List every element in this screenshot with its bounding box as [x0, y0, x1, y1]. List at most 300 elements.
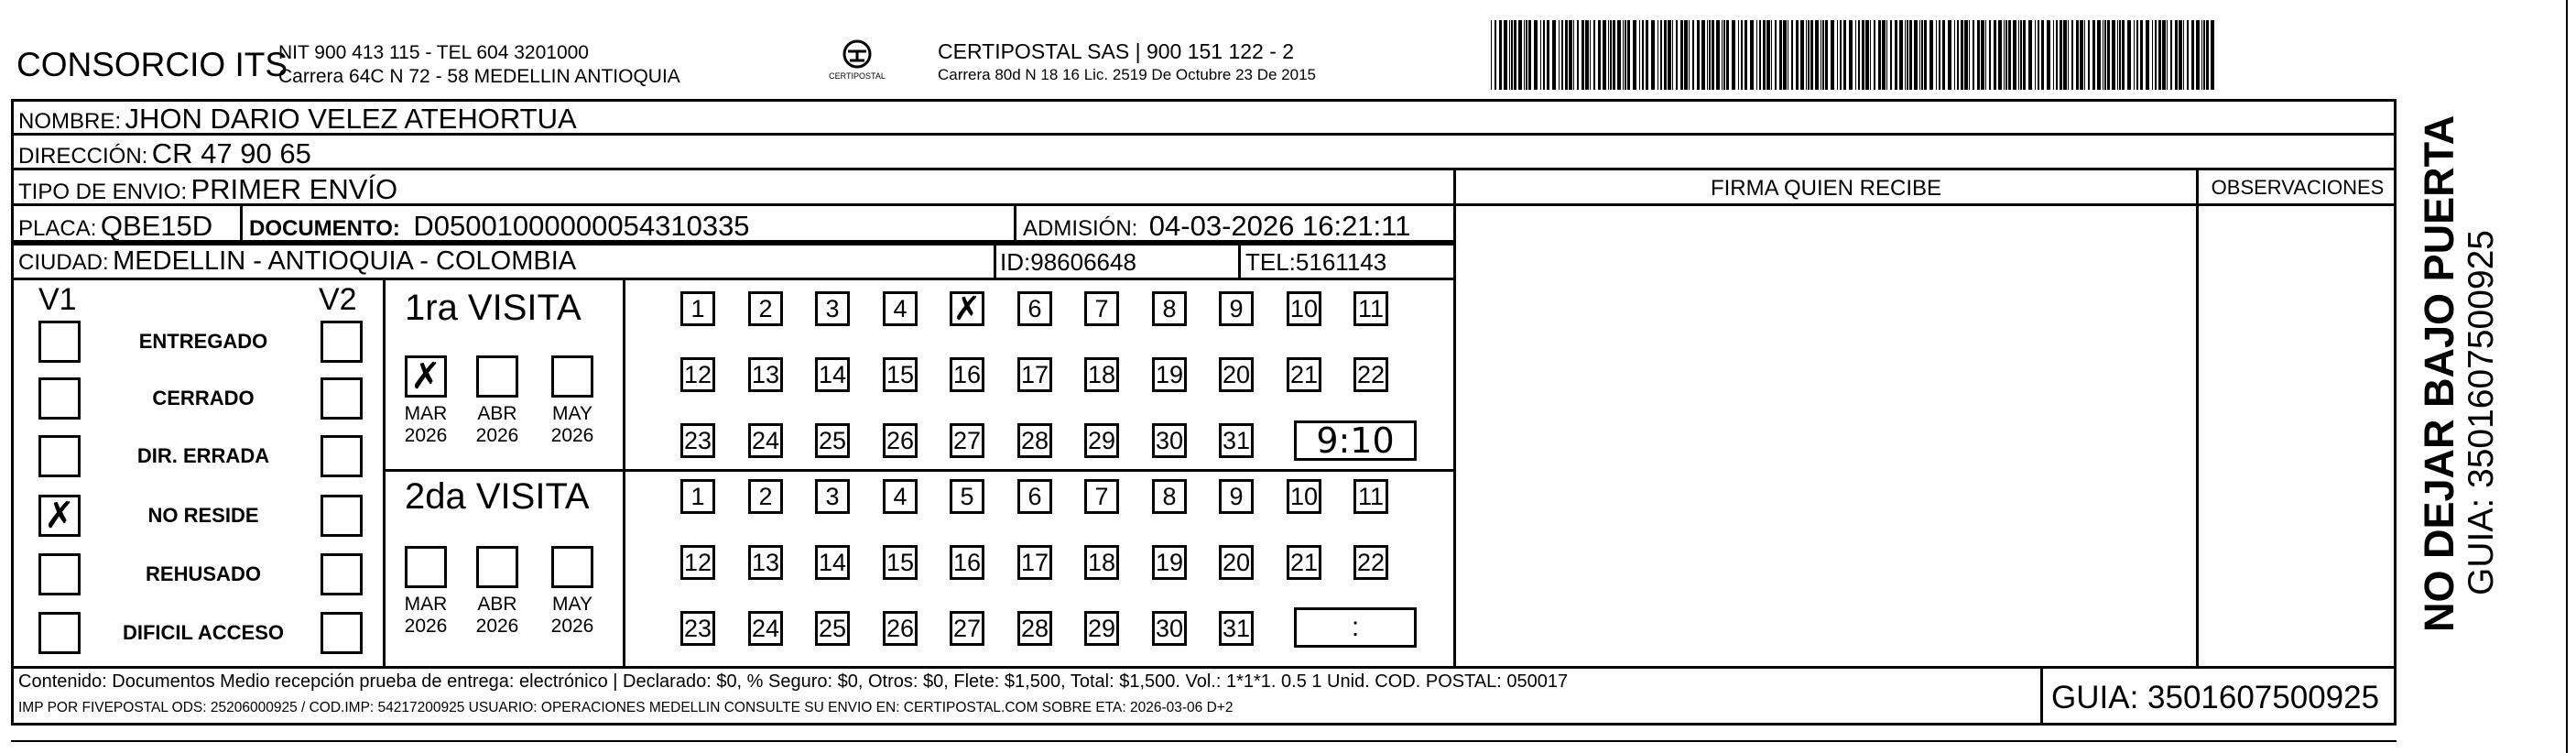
visit1-day-cell[interactable]: 24 — [748, 423, 783, 458]
visit1-month-name: ABR — [477, 403, 517, 424]
barcode-bar — [2183, 20, 2184, 90]
status-label: REHUSADO — [146, 562, 261, 585]
barcode-bar — [1514, 20, 1516, 90]
barcode-bar — [1716, 20, 1720, 90]
barcode-bar — [1973, 20, 1974, 90]
barcode-bar — [1994, 20, 1996, 90]
barcode-bar — [2063, 20, 2067, 90]
barcode-bar — [1573, 20, 1574, 90]
visit1-day-cell[interactable]: 3 — [815, 291, 850, 326]
barcode-bar — [2013, 20, 2016, 90]
visit1-month-checkbox[interactable] — [551, 355, 593, 398]
barcode-bar — [1907, 20, 1908, 90]
barcode-bar — [1692, 20, 1694, 90]
v2-checkbox[interactable] — [321, 495, 363, 537]
visit2-day-cell[interactable]: 11 — [1353, 479, 1388, 514]
barcode-bar — [1921, 20, 1923, 90]
barcode-bar — [1491, 20, 1492, 90]
barcode-bar — [2170, 20, 2172, 90]
barcode-bar — [1961, 20, 1963, 90]
visit2-day-cell[interactable]: 20 — [1219, 545, 1254, 580]
signature-area[interactable] — [1456, 206, 2196, 666]
barcode-bar — [2005, 20, 2007, 90]
barcode-bar — [1569, 20, 1572, 90]
barcode-bar — [2107, 20, 2110, 90]
barcode-bar — [2146, 20, 2149, 90]
barcode-bar — [1741, 20, 1743, 90]
direccion-row — [18, 137, 311, 170]
logo-caption: CERTIPOSTAL — [829, 71, 886, 81]
barcode-bar — [1849, 20, 1853, 90]
visit1-day-cell[interactable]: 4 — [883, 291, 918, 326]
barcode-bar — [1552, 20, 1556, 90]
admision-field — [1023, 210, 1410, 243]
company-nit: NIT 900 413 115 - TEL 604 3201000 — [278, 42, 589, 63]
barcode-bar — [1954, 20, 1955, 90]
visit1-day-cell[interactable]: 16 — [950, 357, 984, 392]
barcode-bar — [1723, 20, 1725, 90]
visit1-day-cell[interactable]: 1 — [680, 291, 715, 326]
barcode-bar — [2047, 20, 2050, 90]
visit2-month-checkbox[interactable] — [476, 546, 518, 588]
company-address: Carrera 64C N 72 - 58 MEDELLIN ANTIOQUIA — [278, 66, 680, 87]
tipo-value: PRIMER ENVÍO — [190, 173, 398, 205]
visit2-month-year: 2026 — [404, 616, 448, 637]
visit2-day-cell[interactable]: 18 — [1084, 545, 1119, 580]
barcode-bar — [1890, 20, 1892, 90]
visit1-day-cell[interactable]: 19 — [1152, 357, 1187, 392]
barcode-bar — [1989, 20, 1991, 90]
visit2-day-cell[interactable]: 6 — [1017, 479, 1052, 514]
status-label: DIR. ERRADA — [136, 444, 270, 467]
barcode-bar — [2152, 20, 2153, 90]
direccion-value: CR 47 90 65 — [151, 137, 311, 169]
barcode-bar — [2206, 20, 2209, 90]
barcode-bar — [1905, 20, 1906, 90]
barcode-bar — [2211, 20, 2214, 90]
barcode-bar — [2028, 20, 2032, 90]
visit2-day-cell[interactable]: 5 — [950, 479, 984, 514]
visit1-month-name: MAY — [552, 403, 592, 424]
visit2-day-cell[interactable]: 13 — [748, 545, 783, 580]
visit2-day-cell[interactable]: 21 — [1287, 545, 1321, 580]
v2-checkbox[interactable] — [321, 553, 363, 595]
barcode-bar — [2134, 20, 2135, 90]
barcode-bar — [1590, 20, 1591, 90]
visit2-month-name: MAR — [404, 594, 448, 615]
barcode-bar — [1639, 20, 1640, 90]
barcode-bar — [1914, 20, 1918, 90]
barcode-bar — [1495, 20, 1496, 90]
tipo-row — [18, 173, 397, 206]
visit2-day-cell[interactable]: 23 — [680, 611, 715, 646]
barcode-bar — [2119, 20, 2121, 90]
v1-checkbox[interactable] — [38, 553, 81, 595]
carrier-address: Carrera 80d N 18 16 Lic. 2519 De Octubre 23 De 2015 — [938, 66, 1316, 83]
status-label: ENTREGADO — [138, 330, 268, 353]
visit2-day-cell[interactable]: 29 — [1084, 611, 1119, 646]
visit1-day-cell[interactable]: 31 — [1219, 423, 1254, 458]
barcode-bar — [1825, 20, 1828, 90]
barcode-bar — [1771, 20, 1772, 90]
barcode-bar — [2092, 20, 2095, 90]
visit1-day-cell[interactable]: 22 — [1353, 357, 1388, 392]
barcode-bar — [1929, 20, 1933, 90]
barcode-bar — [2203, 20, 2205, 90]
documento-value: D05001000000054310335 — [413, 210, 750, 242]
barcode-bar — [1843, 20, 1846, 90]
barcode-bar — [1969, 20, 1970, 90]
visit1-day-cell[interactable]: ✗ — [950, 291, 984, 326]
barcode-bar — [2136, 20, 2138, 90]
barcode-bar — [1680, 20, 1683, 90]
barcode-bar — [1750, 20, 1754, 90]
barcode-bar — [1610, 20, 1612, 90]
visit1-day-cell[interactable]: 21 — [1287, 357, 1321, 392]
barcode-bar — [2140, 20, 2143, 90]
barcode-bar — [1964, 20, 1968, 90]
observaciones-label: OBSERVACIONES — [2211, 176, 2385, 199]
visit1-title: 1ra VISITA — [405, 288, 582, 328]
v1-checkbox[interactable] — [38, 321, 81, 363]
barcode-bar — [1759, 20, 1761, 90]
barcode-bar — [1732, 20, 1735, 90]
id-label: ID: — [1000, 248, 1031, 276]
barcode-bar — [1870, 20, 1871, 90]
visit2-day-cell[interactable]: 24 — [748, 611, 783, 646]
visit2-day-cell[interactable]: 19 — [1152, 545, 1187, 580]
barcode-bar — [1565, 20, 1568, 90]
tel-field — [1245, 248, 1386, 277]
tel-label: TEL: — [1245, 248, 1296, 276]
barcode-bar — [1998, 20, 2002, 90]
barcode-bar — [1504, 20, 1507, 90]
direccion-label: DIRECCIÓN: — [18, 144, 148, 169]
barcode-bar — [1559, 20, 1560, 90]
visit2-day-cell[interactable]: 16 — [950, 545, 984, 580]
barcode-bar — [1886, 20, 1887, 90]
barcode-bar — [1627, 20, 1630, 90]
tipo-label: TIPO DE ENVIO: — [18, 180, 188, 204]
visit1-day-cell[interactable]: 12 — [680, 357, 715, 392]
barcode-bar — [1543, 20, 1545, 90]
barcode-bar — [1909, 20, 1912, 90]
barcode-bar — [2035, 20, 2036, 90]
ciudad-field — [18, 246, 576, 277]
visit2-month-year: 2026 — [550, 616, 594, 637]
barcode-bar — [1874, 20, 1875, 90]
barcode-bar — [1796, 20, 1799, 90]
barcode-bar — [1808, 20, 1810, 90]
visit2-month-name: ABR — [477, 594, 517, 615]
barcode-bar — [1540, 20, 1541, 90]
visit2-day-cell[interactable]: 1 — [680, 479, 715, 514]
barcode-bar — [1775, 20, 1777, 90]
barcode-bar — [1672, 20, 1673, 90]
ciudad-label: CIUDAD: — [18, 250, 109, 275]
visit1-month-checkbox[interactable]: ✗ — [405, 355, 447, 398]
barcode-bar — [2020, 20, 2022, 90]
visit2-day-cell[interactable]: 25 — [815, 611, 850, 646]
barcode-bar — [2097, 20, 2101, 90]
barcode-bar — [1593, 20, 1595, 90]
barcode-bar — [1783, 20, 1787, 90]
barcode-bar — [1709, 20, 1711, 90]
barcode-bar — [2023, 20, 2026, 90]
visit1-month-name: MAR — [404, 403, 448, 424]
v2-checkbox[interactable] — [321, 612, 363, 654]
nombre-row — [18, 103, 577, 136]
barcode-bar — [1625, 20, 1626, 90]
visit2-month-name: MAY — [552, 594, 592, 615]
barcode-bar — [1899, 20, 1903, 90]
barcode-bar — [1684, 20, 1688, 90]
barcode-bar — [1806, 20, 1807, 90]
barcode-bar — [1815, 20, 1819, 90]
barcode-bar — [2084, 20, 2085, 90]
barcode-bar — [1981, 20, 1984, 90]
barcode-bar — [1660, 20, 1662, 90]
visit2-day-cell[interactable]: 10 — [1287, 479, 1321, 514]
barcode-bar — [1837, 20, 1838, 90]
barcode-bar — [2076, 20, 2079, 90]
barcode-bar — [1633, 20, 1636, 90]
visit2-day-cell[interactable]: 9 — [1219, 479, 1254, 514]
visit1-day-cell[interactable]: 2 — [748, 291, 783, 326]
nombre-label: NOMBRE: — [18, 109, 122, 134]
barcode-bar — [2004, 20, 2005, 90]
visit1-day-cell[interactable]: 28 — [1017, 423, 1052, 458]
barcode-bar — [1499, 20, 1502, 90]
tel-value: 5161143 — [1295, 248, 1387, 276]
barcode-bar — [1878, 20, 1881, 90]
barcode-bar — [1577, 20, 1579, 90]
visit2-title: 2da VISITA — [405, 476, 590, 517]
visit1-day-cell[interactable]: 27 — [950, 423, 984, 458]
visit1-day-cell[interactable]: 14 — [815, 357, 850, 392]
v2-checkbox[interactable] — [321, 321, 363, 363]
barcode-bar — [1791, 20, 1793, 90]
barcode-bar — [1651, 20, 1655, 90]
barcode-bar — [2127, 20, 2131, 90]
v1-checkbox[interactable] — [38, 612, 81, 654]
visit1-day-cell[interactable]: 7 — [1084, 291, 1119, 326]
visit1-day-cell[interactable]: 20 — [1219, 357, 1254, 392]
barcode-bar — [1756, 20, 1757, 90]
barcode-bar — [1855, 20, 1856, 90]
observations-area[interactable] — [2199, 206, 2397, 666]
barcode-bar — [1707, 20, 1708, 90]
visit2-day-cell[interactable]: 2 — [748, 479, 783, 514]
v2-checkbox[interactable] — [321, 435, 363, 477]
barcode-bar — [1528, 20, 1531, 90]
visit2-day-cell[interactable]: 3 — [815, 479, 850, 514]
visit1-day-cell[interactable]: 29 — [1084, 423, 1119, 458]
barcode-bar — [1689, 20, 1690, 90]
id-value: 98606648 — [1030, 248, 1136, 276]
status-label: DIFICIL ACCESO — [122, 621, 284, 644]
barcode-bar — [2191, 20, 2194, 90]
visit1-day-cell[interactable]: 17 — [1017, 357, 1052, 392]
visit2-day-cell[interactable]: 14 — [815, 545, 850, 580]
visit2-day-cell[interactable]: 15 — [883, 545, 918, 580]
barcode-bar — [1646, 20, 1648, 90]
visit2-day-cell[interactable]: 26 — [883, 611, 918, 646]
barcode-bar — [2179, 20, 2182, 90]
placa-label: PLACA: — [18, 216, 97, 241]
visit2-day-cell[interactable]: 28 — [1017, 611, 1052, 646]
barcode-bar — [1738, 20, 1739, 90]
visit1-day-cell[interactable]: 6 — [1017, 291, 1052, 326]
barcode-bar — [2041, 20, 2044, 90]
barcode-bar — [1977, 20, 1980, 90]
barcode-bar — [1831, 20, 1834, 90]
visit1-day-cell[interactable]: 8 — [1152, 291, 1187, 326]
documento-label: DOCUMENTO: — [249, 216, 400, 241]
visit1-day-cell[interactable]: 25 — [815, 423, 850, 458]
barcode-bar — [2167, 20, 2168, 90]
side-warning: NO DEJAR BAJO PUERTA — [2416, 115, 2462, 632]
barcode-bar — [2071, 20, 2073, 90]
barcode-bar — [1613, 20, 1615, 90]
status-label: CERRADO — [152, 387, 255, 409]
barcode-bar — [1668, 20, 1671, 90]
visit2-day-cell[interactable]: 27 — [950, 611, 984, 646]
visit1-day-cell[interactable]: 15 — [883, 357, 918, 392]
barcode-bar — [2162, 20, 2166, 90]
visit2-day-cell[interactable]: 17 — [1017, 545, 1052, 580]
barcode-bar — [1547, 20, 1549, 90]
visit1-month-year: 2026 — [550, 425, 594, 446]
visit1-month-checkbox[interactable] — [476, 355, 518, 398]
visit1-time[interactable]: 9:10 — [1294, 420, 1417, 461]
barcode-bar — [2104, 20, 2106, 90]
barcode-bar — [1511, 20, 1513, 90]
ciudad-value: MEDELLIN - ANTIOQUIA - COLOMBIA — [113, 246, 577, 276]
certipostal-logo — [821, 38, 894, 84]
visit1-day-cell[interactable]: 30 — [1152, 423, 1187, 458]
barcode-bar — [1895, 20, 1897, 90]
barcode — [1491, 20, 2223, 90]
barcode-bar — [1766, 20, 1770, 90]
barcode-bar — [1617, 20, 1621, 90]
barcode-bar — [2122, 20, 2125, 90]
barcode-bar — [1524, 20, 1525, 90]
visit1-day-cell[interactable]: 10 — [1287, 291, 1321, 326]
barcode-bar — [1942, 20, 1945, 90]
barcode-bar — [1642, 20, 1644, 90]
barcode-bar — [1948, 20, 1951, 90]
admision-label: ADMISIÓN: — [1023, 216, 1138, 241]
visit2-time[interactable]: : — [1294, 607, 1417, 648]
visit1-day-cell[interactable]: 18 — [1084, 357, 1119, 392]
barcode-bar — [1697, 20, 1700, 90]
barcode-bar — [1810, 20, 1813, 90]
barcode-bar — [1603, 20, 1606, 90]
barcode-bar — [1779, 20, 1782, 90]
footer-guia: GUIA: 3501607500925 — [2051, 680, 2380, 715]
visit2-day-cell[interactable]: 12 — [680, 545, 715, 580]
barcode-bar — [1518, 20, 1522, 90]
visit2-day-cell[interactable]: 31 — [1219, 611, 1254, 646]
v1-checkbox[interactable] — [38, 435, 81, 477]
side-guia: GUIA: 3501607500925 — [2462, 230, 2501, 595]
barcode-bar — [2056, 20, 2058, 90]
barcode-bar — [1701, 20, 1705, 90]
visit2-month-checkbox[interactable] — [405, 546, 447, 588]
barcode-bar — [2117, 20, 2118, 90]
barcode-bar — [1939, 20, 1940, 90]
carrier-name: CERTIPOSTAL SAS | 900 151 122 - 2 — [938, 39, 1295, 63]
visit1-day-cell[interactable]: 26 — [883, 423, 918, 458]
footer-imp: IMP POR FIVEPOSTAL ODS: 25206000925 / COD.IMP: 54217200925 USUARIO: OPERACIONES MEDELLIN CONSULTE SU ENVIO EN: CERTIPOSTAL.COM SOBRE ETA: 2026-03-06 D+2 — [18, 700, 1234, 715]
barcode-bar — [2018, 20, 2019, 90]
barcode-bar — [1534, 20, 1538, 90]
barcode-bar — [2008, 20, 2011, 90]
visit2-day-cell[interactable]: 22 — [1353, 545, 1388, 580]
barcode-bar — [2196, 20, 2200, 90]
barcode-bar — [1745, 20, 1747, 90]
visit1-day-cell[interactable]: 23 — [680, 423, 715, 458]
visit2-day-cell[interactable]: 7 — [1084, 479, 1119, 514]
barcode-bar — [2175, 20, 2178, 90]
visit1-day-cell[interactable]: 11 — [1353, 291, 1388, 326]
barcode-bar — [1623, 20, 1624, 90]
barcode-bar — [1585, 20, 1589, 90]
admision-value: 04-03-2026 16:21:11 — [1148, 210, 1411, 242]
barcode-bar — [2080, 20, 2083, 90]
status-label: NO RESIDE — [147, 504, 259, 527]
barcode-bar — [1862, 20, 1864, 90]
v2-label: V2 — [319, 282, 357, 317]
visit2-day-cell[interactable]: 8 — [1152, 479, 1187, 514]
v2-checkbox[interactable] — [321, 377, 363, 420]
barcode-bar — [1858, 20, 1860, 90]
barcode-bar — [2187, 20, 2189, 90]
visit1-month-year: 2026 — [404, 425, 448, 446]
v1-checkbox[interactable] — [38, 377, 81, 420]
barcode-bar — [2158, 20, 2161, 90]
barcode-bar — [1919, 20, 1920, 90]
barcode-bar — [2060, 20, 2062, 90]
visit2-month-checkbox[interactable] — [551, 546, 593, 588]
v1-checkbox[interactable]: ✗ — [38, 495, 81, 537]
documento-field — [249, 210, 750, 243]
placa-field — [18, 210, 212, 243]
barcode-bar — [1608, 20, 1609, 90]
barcode-bar — [2053, 20, 2054, 90]
barcode-bar — [1985, 20, 1986, 90]
footer-contenido: Contenido: Documentos Medio recepción prueba de entrega: electrónico | Declarado: $0, % Seguro: $0, Otros: $0, Flete: $1,500, Total: $1,500. Vol.: 1*1*1. 0.5 1 Unid. COD. POSTAL: 050017 — [18, 671, 1569, 692]
barcode-bar — [1581, 20, 1584, 90]
barcode-bar — [1664, 20, 1667, 90]
v1-label: V1 — [38, 282, 77, 317]
barcode-bar — [1526, 20, 1527, 90]
barcode-bar — [1509, 20, 1510, 90]
visit2-day-cell[interactable]: 30 — [1152, 611, 1187, 646]
barcode-bar — [2155, 20, 2157, 90]
barcode-bar — [1882, 20, 1886, 90]
barcode-bar — [1800, 20, 1804, 90]
visit2-day-cell[interactable]: 4 — [883, 479, 918, 514]
id-field — [1000, 248, 1136, 277]
barcode-bar — [1726, 20, 1729, 90]
barcode-bar — [1936, 20, 1937, 90]
barcode-bar — [2068, 20, 2069, 90]
barcode-bar — [1712, 20, 1714, 90]
visit1-day-cell[interactable]: 13 — [748, 357, 783, 392]
visit1-day-cell[interactable]: 9 — [1219, 291, 1254, 326]
